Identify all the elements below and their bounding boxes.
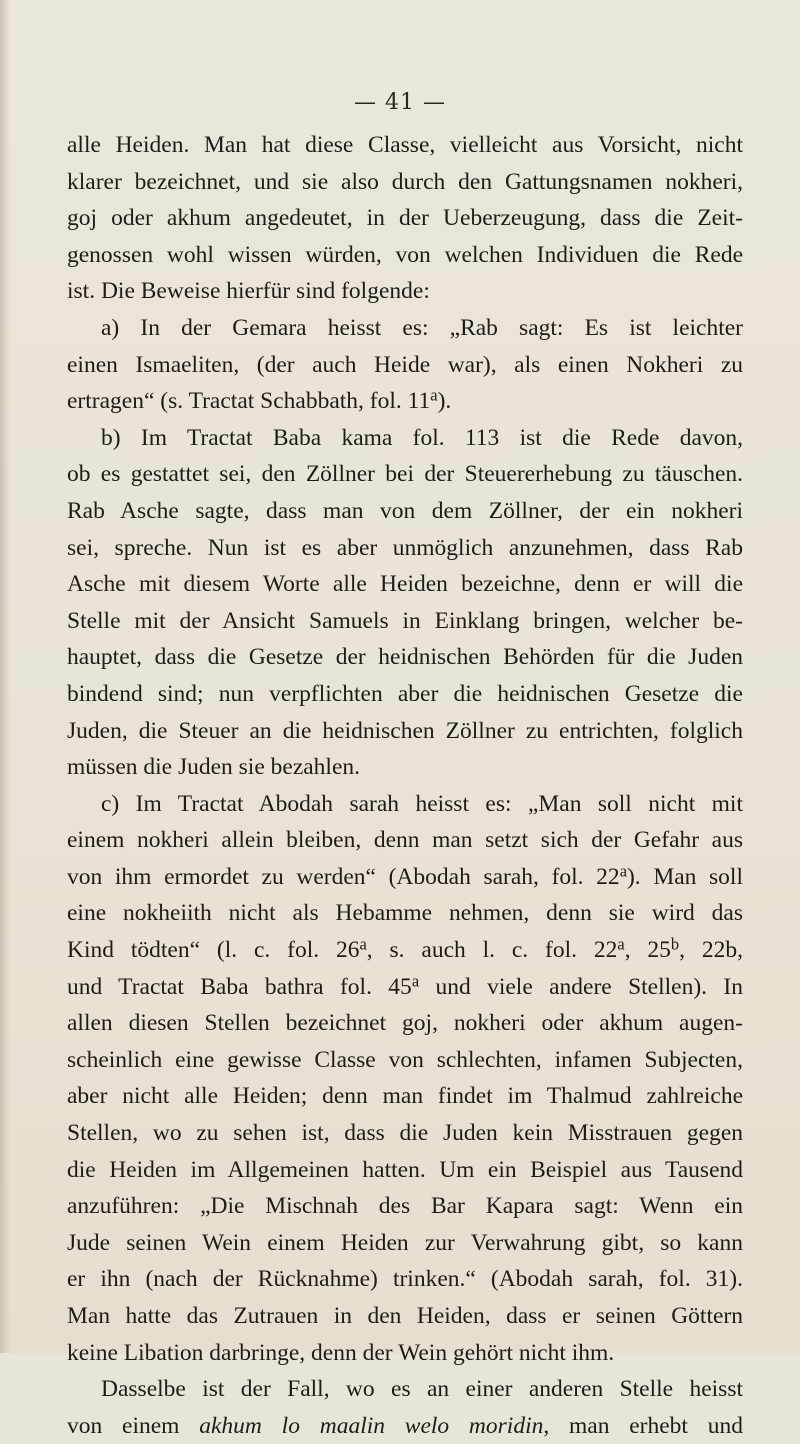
text-segment: aber nicht alle Heiden; denn man findet im Thalmud zahlreiche xyxy=(67,1083,743,1110)
superscript: b xyxy=(670,934,680,954)
text-line xyxy=(67,895,743,932)
text-line xyxy=(67,1115,743,1152)
text-segment: , 25 xyxy=(624,937,671,964)
text-line xyxy=(67,530,743,567)
text-segment: Man hatte das Zutrauen in den Heiden, dass er seinen Göttern xyxy=(67,1303,743,1329)
text-line xyxy=(67,932,743,969)
text-segment: ist. Die Beweise hierfür sind folgende: xyxy=(67,278,430,305)
text-segment: Rab Asche sagte, dass man von dem Zöllner, der ein nokheri xyxy=(67,497,743,524)
text-segment: c) Im Tractat Abodah sarah heisst es: „Man soll nicht mit xyxy=(101,790,743,817)
text-line xyxy=(67,749,743,786)
text-segment: Stelle mit der Ansicht Samuels in Einklang bringen, welcher be- xyxy=(67,607,743,634)
text-segment: goj oder akhum angedeutet, in der Ueberzeugung, dass die Zeit- xyxy=(67,205,743,232)
text-line xyxy=(67,456,743,493)
text-line xyxy=(67,347,743,384)
text-line xyxy=(67,164,743,201)
text-segment: eine nokheiith nicht als Hebamme nehmen, denn sie wird das xyxy=(67,900,743,927)
text-segment: , 22b, xyxy=(679,937,743,964)
text-segment: a) In der Gemara heisst es: „Rab sagt: Es ist leichter xyxy=(101,314,743,341)
text-segment: sei, spreche. Nun ist es aber unmöglich anzunehmen, dass Rab xyxy=(67,534,743,561)
text-segment: allen diesen Stellen bezeichnet goj, nokheri oder akhum augen- xyxy=(67,1010,743,1037)
text-line xyxy=(67,1298,743,1335)
text-segment: bindend sind; nun verpflichten aber die heidnischen Gesetze die xyxy=(67,680,743,707)
text-line xyxy=(67,1152,743,1189)
text-segment: ertragen“ (s. Tractat Schabbath, fol. 11 xyxy=(67,388,431,415)
text-line xyxy=(67,1371,743,1408)
text-line xyxy=(67,1188,743,1225)
text-line xyxy=(67,603,743,640)
text-line xyxy=(67,273,743,310)
text-segment: klarer bezeichnet, und sie also durch den Gattungsnamen nokheri, xyxy=(67,168,743,195)
text-segment: Juden, die Steuer an die heidnischen Zöllner zu entrichten, folglich xyxy=(67,717,743,744)
text-line xyxy=(67,1078,743,1115)
text-segment: , s. auch l. c. fol. 22 xyxy=(366,937,618,964)
text-line xyxy=(67,1261,743,1298)
text-segment: Kind tödten“ (l. c. fol. 26 xyxy=(67,937,360,964)
text-line xyxy=(67,859,743,896)
text-line xyxy=(67,676,743,713)
text-line xyxy=(67,1408,743,1444)
text-line xyxy=(67,713,743,750)
text-segment: alle Heiden. Man hat diese Classe, vielleicht aus Vorsicht, nicht xyxy=(67,132,743,158)
text-segment: und Tractat Baba bathra fol. 45 xyxy=(67,973,412,1000)
superscript: a xyxy=(411,971,420,991)
text-line xyxy=(67,127,743,164)
text-segment: von ihm ermordet zu werden“ (Abodah sarah, fol. 22 xyxy=(67,863,620,890)
superscript: a xyxy=(359,934,367,954)
italic-text: akhum lo maalin welo moridin xyxy=(199,1412,544,1439)
text-segment: einem nokheri allein bleiben, denn man setzt sich der Gefahr aus xyxy=(67,827,743,854)
text-segment: b) Im Tractat Baba kama fol. 113 ist die Rede davon, xyxy=(101,424,743,451)
superscript: a xyxy=(430,385,438,405)
text-segment: Jude seinen Wein einem Heiden zur Verwahrung gibt, so kann xyxy=(67,1229,743,1256)
text-segment: Asche mit diesem Worte alle Heiden bezeichne, denn er will die xyxy=(67,571,743,598)
text-line xyxy=(67,310,743,347)
text-segment: die Heiden im Allgemeinen hatten. Um ein Beispiel aus Tausend xyxy=(67,1156,743,1183)
text-segment: er ihn (nach der Rücknahme) trinken.“ (Abodah sarah, fol. 31). xyxy=(67,1266,743,1293)
text-line xyxy=(67,1005,743,1042)
body-text xyxy=(67,127,743,1444)
text-line xyxy=(67,566,743,603)
text-segment: von einem xyxy=(67,1412,200,1439)
text-segment: Stellen, wo zu sehen ist, dass die Juden kein Misstrauen gegen xyxy=(67,1120,743,1147)
text-segment: keine Libation darbringe, denn der Wein gehört nicht ihm. xyxy=(67,1339,615,1366)
page-number: — 41 — xyxy=(354,90,446,115)
text-line xyxy=(67,786,743,823)
text-segment: ). xyxy=(437,388,452,415)
text-line xyxy=(67,1225,743,1262)
text-segment: Dasselbe ist der Fall, wo es an einer anderen Stelle heisst xyxy=(101,1376,743,1403)
text-segment: hauptet, dass die Gesetze der heidnischen Behörden für die Juden xyxy=(67,644,743,671)
text-line xyxy=(67,969,743,1006)
text-line xyxy=(67,200,743,237)
text-line xyxy=(67,493,743,530)
text-segment: anzuführen: „Die Mischnah des Bar Kapara sagt: Wenn ein xyxy=(67,1193,743,1220)
superscript: a xyxy=(617,934,625,954)
text-segment: ob es gestattet sei, den Zöllner bei der Steuererhebung zu täuschen. xyxy=(67,461,743,488)
text-line xyxy=(67,1042,743,1079)
text-line xyxy=(67,822,743,859)
text-segment: genossen wohl wissen würden, von welchen Individuen die Rede xyxy=(67,241,743,268)
text-line xyxy=(67,237,743,274)
text-line xyxy=(67,639,743,676)
text-segment: , man erhebt und xyxy=(543,1412,743,1439)
text-line xyxy=(67,383,743,420)
text-line xyxy=(67,420,743,457)
superscript: a xyxy=(619,861,627,881)
text-segment: müssen die Juden sie bezahlen. xyxy=(67,754,361,781)
text-segment: scheinlich eine gewisse Classe von schlechten, infamen Subjecten, xyxy=(67,1046,743,1073)
text-segment: und viele andere Stellen). In xyxy=(419,973,743,1000)
text-segment: ). Man soll xyxy=(626,863,743,890)
text-segment: einen Ismaeliten, (der auch Heide war), als einen Nokheri zu xyxy=(67,351,743,378)
